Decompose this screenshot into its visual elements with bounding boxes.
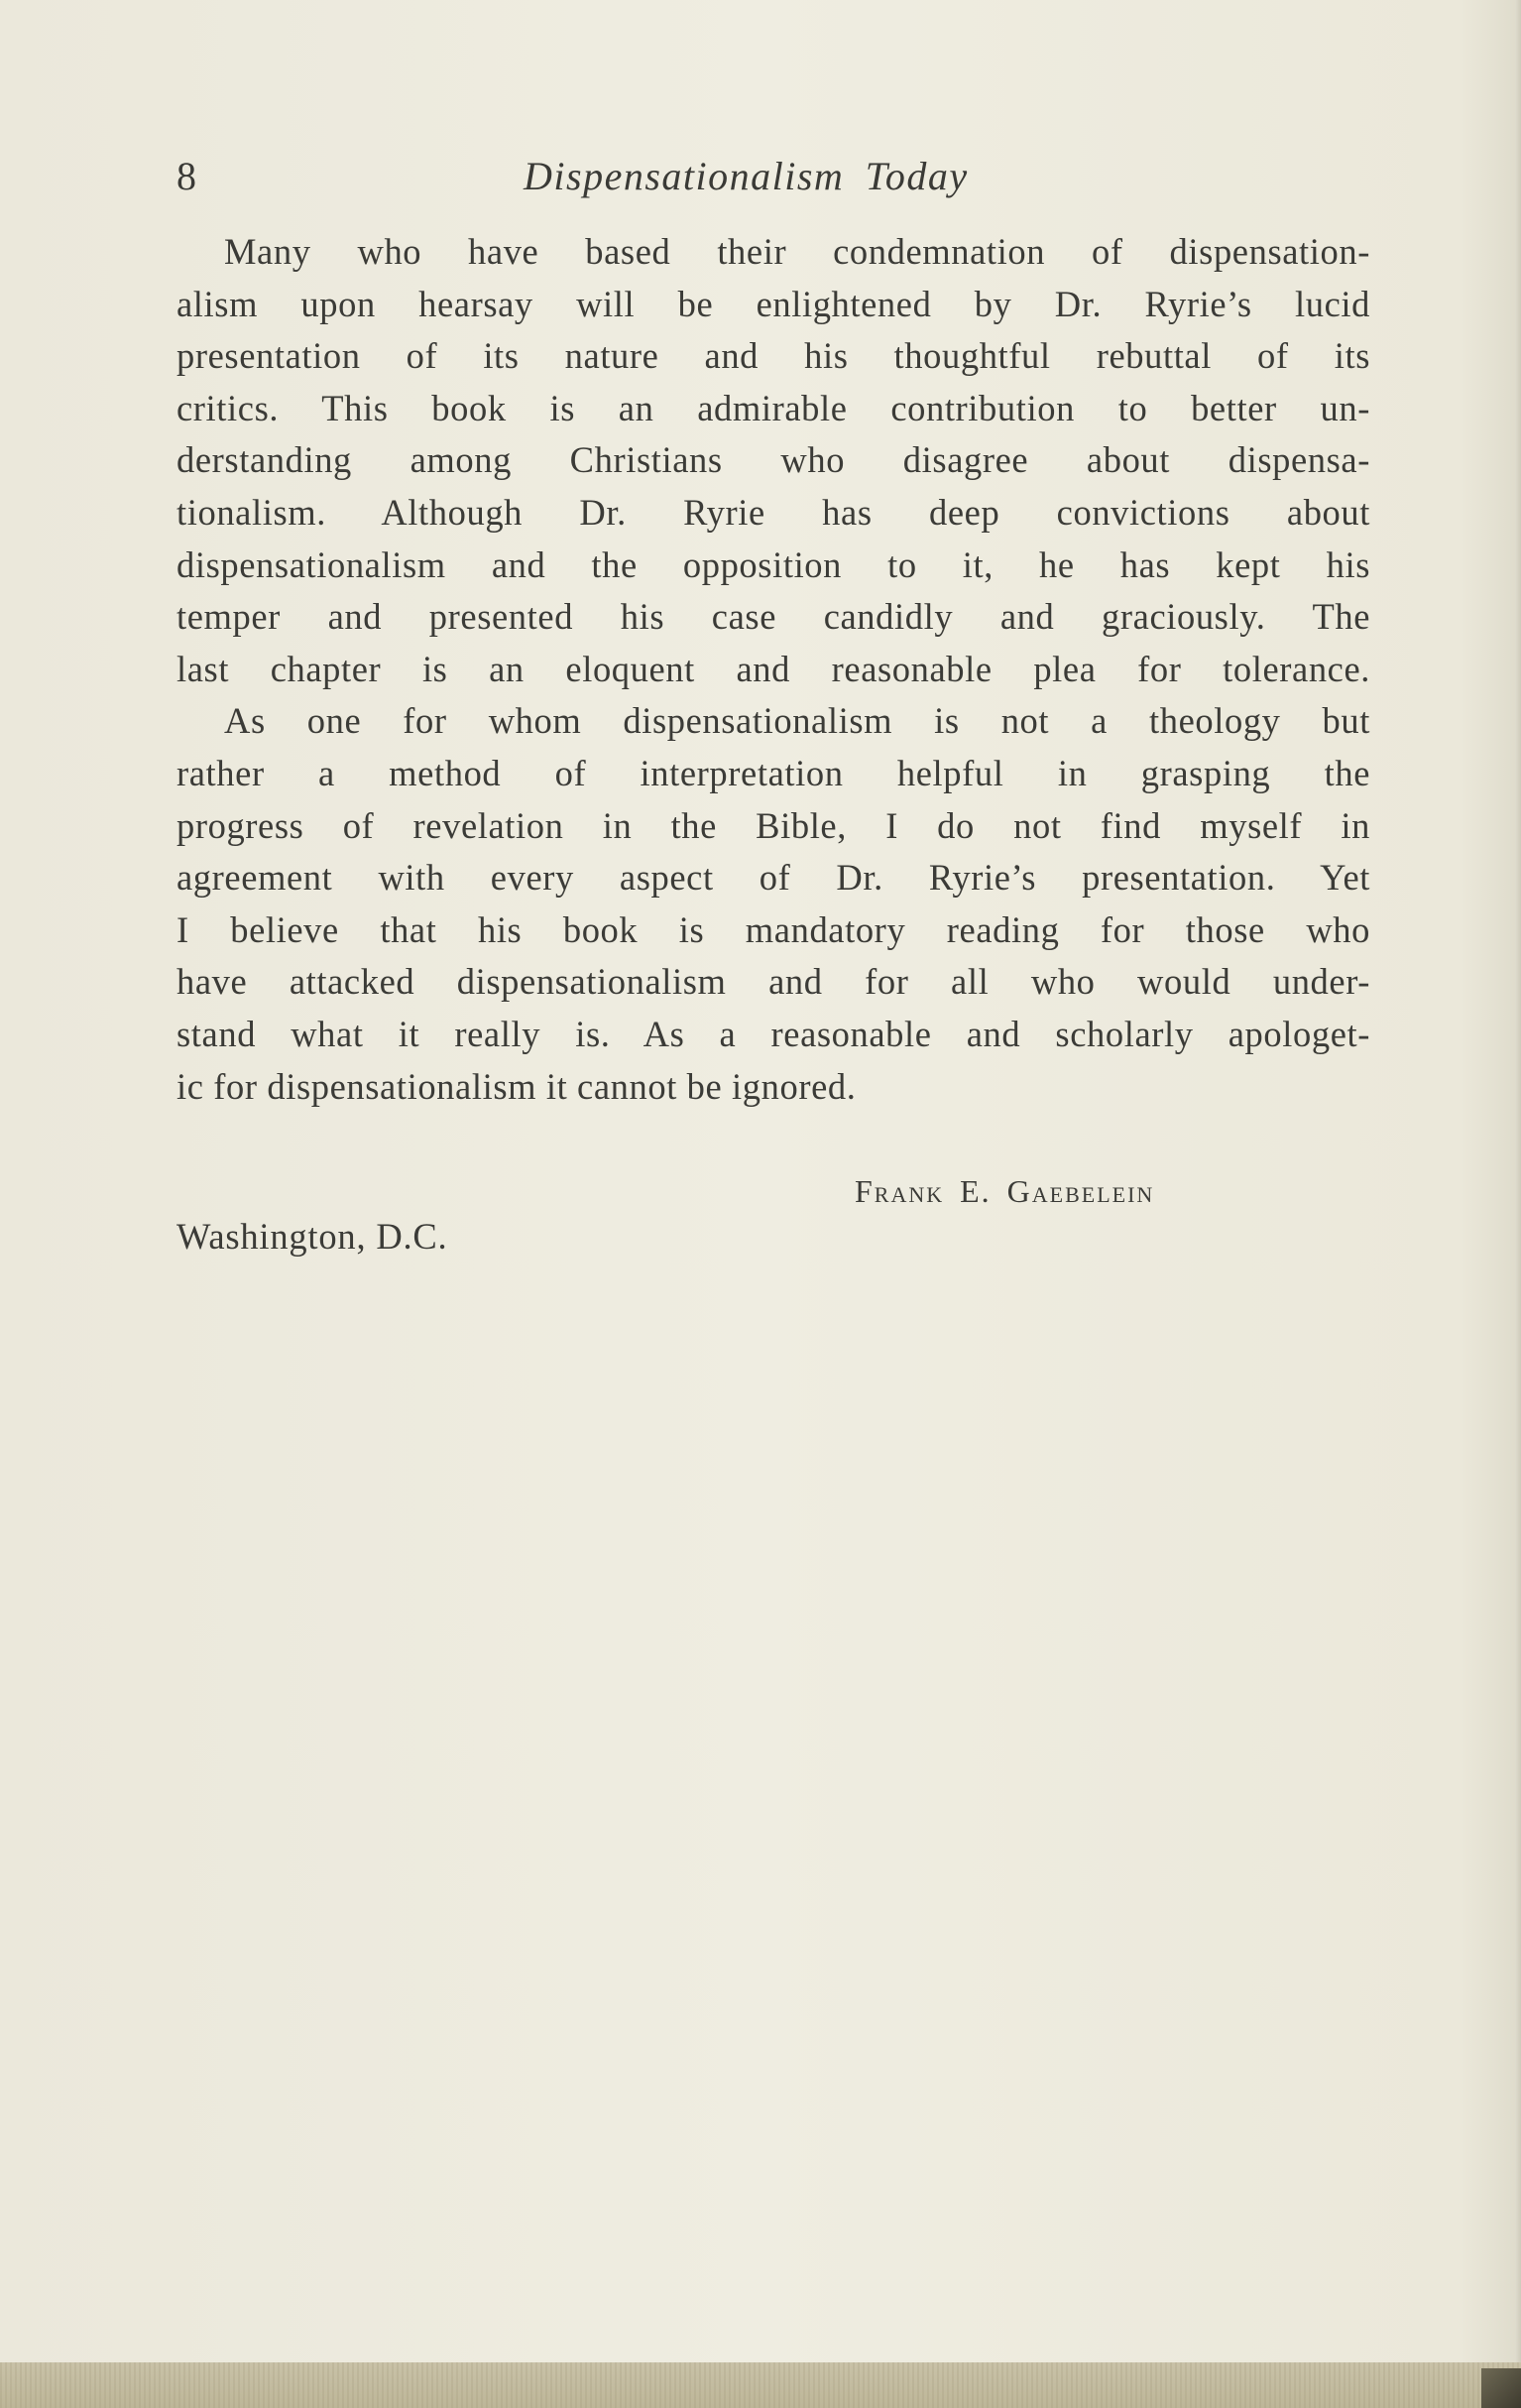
text-line: dispensationalism and the opposition to it, he has kept his (176, 543, 1370, 585)
text-line: have attacked dispensationalism and for all who would under- (176, 961, 1370, 1003)
text-line: temper and presented his case candidly and graciously. The (176, 596, 1370, 638)
scan-corner-mark (1481, 2368, 1521, 2408)
text-line: rather a method of interpretation helpful in grasping the (176, 752, 1370, 793)
text-line: alism upon hearsay will be enlightened by Dr. Ryrie’s lucid (176, 283, 1370, 324)
running-head-title: Dispensationalism Today (524, 154, 969, 198)
page-edge-shadow (1515, 0, 1521, 2408)
text-line: As one for whom dispensationalism is not a theology but (224, 700, 1370, 742)
text-line: progress of revelation in the Bible, I do not find myself in (176, 804, 1370, 846)
text-line: agreement with every aspect of Dr. Ryrie’s presentation. Yet (176, 857, 1370, 899)
scan-bottom-edge (0, 2362, 1521, 2408)
text-line: stand what it really is. As a reasonable and scholarly apologet- (176, 1013, 1370, 1054)
signature-place: Washington, D.C. (176, 1216, 448, 1257)
text-line: critics. This book is an admirable contribution to better un- (176, 387, 1370, 428)
paragraph-2 (176, 695, 1370, 1113)
text-line: derstanding among Christians who disagree about dispensa- (176, 439, 1370, 481)
text-line: tionalism. Although Dr. Ryrie has deep convictions about (176, 491, 1370, 533)
text-line: I believe that his book is mandatory reading for those who (176, 908, 1370, 950)
paragraph-1 (176, 226, 1370, 695)
running-head (176, 147, 1378, 206)
author-signature: Frank E. Gaebelein (855, 1173, 1155, 1209)
text-line: Many who have based their condemnation of dispensation- (224, 231, 1370, 272)
text-line: ic for dispensationalism it cannot be ignored. (176, 1065, 857, 1107)
page-number: 8 (176, 154, 196, 198)
text-line: last chapter is an eloquent and reasonable plea for tolerance. (176, 648, 1370, 689)
text-line: presentation of its nature and his thoughtful rebuttal of its (176, 335, 1370, 377)
body-text (176, 226, 1370, 1113)
